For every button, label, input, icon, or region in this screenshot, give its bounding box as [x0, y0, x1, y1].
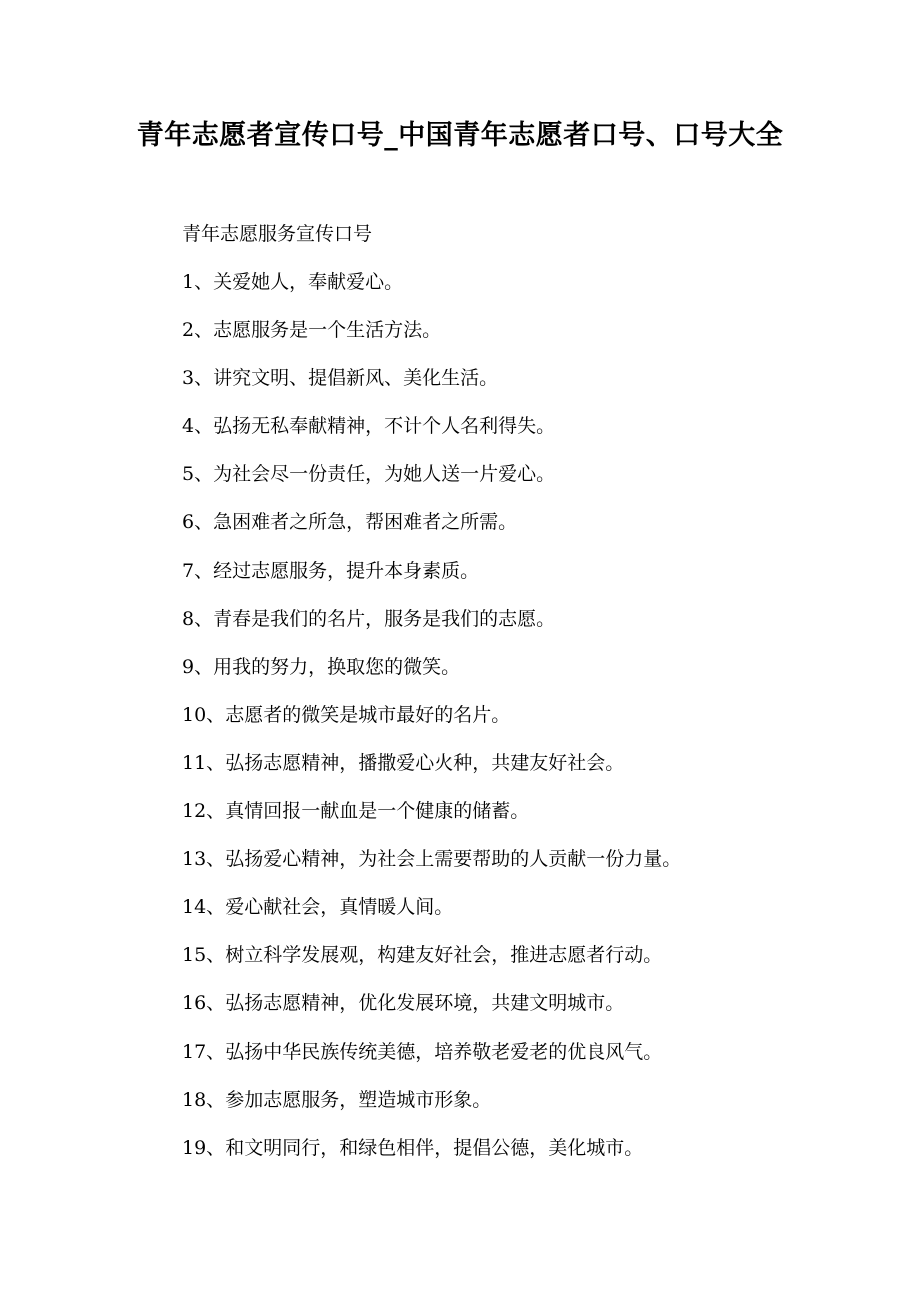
list-item-number: 19、: [182, 1136, 226, 1159]
list-item-number: 7、: [182, 559, 214, 582]
list-item: [182, 458, 681, 506]
list-item-text: 志愿服务是一个生活方法。: [213, 319, 442, 342]
list-item-number: 14、: [182, 896, 226, 919]
list-item-text: 和文明同行，和绿色相伴，提倡公德，美化城市。: [225, 1136, 644, 1159]
list-item-text: 用我的努力，换取您的微笑。: [213, 655, 461, 678]
list-item: [182, 266, 681, 314]
list-item-number: 13、: [182, 848, 226, 871]
list-item-text: 弘扬志愿精神，播撒爱心火种，共建友好社会。: [225, 751, 625, 774]
list-item-number: 4、: [182, 415, 214, 438]
list-item-text: 青春是我们的名片，服务是我们的志愿。: [213, 607, 556, 630]
list-item: [182, 651, 681, 699]
list-item: [182, 362, 681, 410]
list-item-number: 11、: [182, 751, 226, 774]
list-item-number: 8、: [182, 607, 214, 630]
list-item-number: 12、: [182, 800, 226, 823]
list-item-text: 经过志愿服务，提升本身素质。: [213, 559, 480, 582]
list-item-text: 弘扬爱心精神，为社会上需要帮助的人贡献一份力量。: [225, 848, 682, 871]
list-item-text: 弘扬中华民族传统美德，培养敬老爱老的优良风气。: [225, 1040, 663, 1063]
list-item-text: 为社会尽一份责任，为她人送一片爱心。: [213, 463, 556, 486]
list-item-number: 5、: [182, 463, 214, 486]
list-item-number: 6、: [182, 511, 214, 534]
list-item-number: 1、: [182, 271, 214, 293]
list-item: [182, 506, 681, 554]
list-item: [182, 603, 681, 651]
list-item-number: 15、: [182, 944, 226, 967]
list-item-text: 志愿者的微笑是城市最好的名片。: [225, 703, 511, 726]
list-item-number: 10、: [182, 703, 226, 726]
list-item-number: 2、: [182, 319, 214, 342]
list-item-text: 急困难者之所急，帮困难者之所需。: [213, 511, 518, 534]
list-item: [182, 699, 681, 747]
list-item: [182, 987, 681, 1035]
list-item-text: 树立科学发展观，构建友好社会，推进志愿者行动。: [225, 944, 663, 967]
list-item-text: 弘扬志愿精神，优化发展环境，共建文明城市。: [225, 992, 625, 1015]
list-item-number: 9、: [182, 655, 214, 678]
list-item: [182, 939, 681, 987]
list-item: [182, 1132, 681, 1180]
list-item-text: 弘扬无私奉献精神，不计个人名利得失。: [213, 415, 556, 438]
list-item-number: 3、: [182, 367, 214, 390]
list-item-text: 讲究文明、提倡新风、美化生活。: [213, 367, 499, 390]
list-item-text: 参加志愿服务，塑造城市形象。: [225, 1088, 492, 1111]
list-item-number: 18、: [182, 1088, 226, 1111]
list-item: [182, 555, 681, 603]
list-item: [182, 410, 681, 458]
section-heading: 青年志愿服务宣传口号: [182, 223, 373, 245]
list-item: [182, 1084, 681, 1132]
list-item-number: 16、: [182, 992, 226, 1015]
list-item: [182, 314, 681, 362]
list-item: [182, 891, 681, 939]
list-item: [182, 795, 681, 843]
list-item-text: 真情回报一献血是一个健康的储蓄。: [225, 800, 530, 823]
document-title: 青年志愿者宣传口号_中国青年志愿者口号、口号大全: [136, 120, 784, 151]
slogan-list: [182, 266, 681, 1180]
list-item: [182, 747, 681, 795]
list-item: [182, 1036, 681, 1084]
list-item-text: 关爱她人，奉献爱心。: [213, 271, 404, 293]
list-item-number: 17、: [182, 1040, 226, 1063]
list-item-text: 爱心献社会，真情暖人间。: [225, 896, 454, 919]
list-item: [182, 843, 681, 891]
